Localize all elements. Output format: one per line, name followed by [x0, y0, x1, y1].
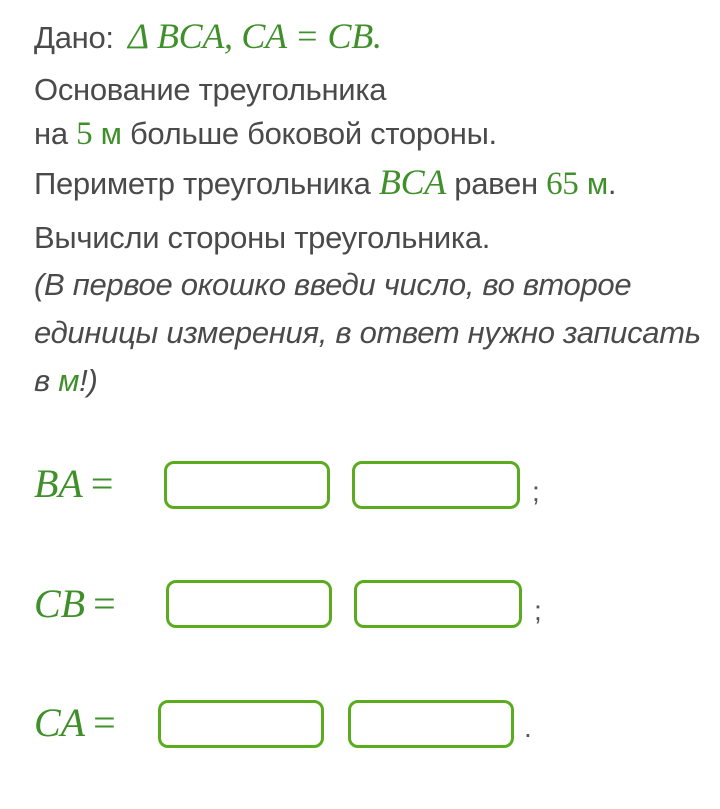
side-name-ba: BA — [34, 461, 83, 506]
cb-unit-input[interactable] — [354, 580, 522, 628]
hint-line-3 — [34, 361, 98, 401]
ba-unit-input[interactable] — [352, 461, 520, 509]
line4-end: . — [607, 166, 617, 201]
side-name-ca: CA — [34, 700, 86, 745]
equals-sign: = — [93, 700, 116, 745]
hint-unit: м — [58, 363, 80, 398]
statement-line-5: Вычисли стороны треугольника. — [34, 220, 491, 255]
perimeter-unit: м — [586, 166, 608, 201]
equals-sign: = — [93, 581, 116, 626]
line4-mid: равен — [454, 166, 538, 201]
statement-line-4 — [34, 162, 616, 204]
triangle-name: BCA — [378, 162, 446, 202]
answer-label-ba — [34, 458, 113, 510]
cb-separator: ; — [534, 595, 542, 626]
answer-label-cb — [34, 578, 116, 630]
perimeter-value: 65 — [546, 166, 579, 202]
ca-separator: . — [524, 712, 532, 743]
ca-unit-input[interactable] — [348, 700, 514, 748]
side-name-cb: CB — [34, 581, 86, 626]
hint-line-1: (В первое окошко введи число, во второе — [34, 267, 632, 302]
difference-value: 5 — [76, 116, 93, 152]
hint3-post: !) — [79, 363, 98, 398]
ca-value-input[interactable] — [158, 700, 324, 748]
difference-unit: м — [100, 116, 122, 151]
given-line — [34, 16, 382, 58]
answer-label-ca — [34, 697, 116, 749]
given-label: Дано: — [34, 20, 114, 55]
statement-line-3 — [34, 114, 497, 154]
ba-value-input[interactable] — [164, 461, 330, 509]
statement-line-2: Основание треугольника — [34, 72, 387, 107]
line3-pre: на — [34, 116, 68, 151]
cb-value-input[interactable] — [166, 580, 332, 628]
line3-post: больше боковой стороны. — [129, 116, 497, 151]
ba-separator: ; — [532, 476, 540, 507]
hint-line-2: единицы измерения, в ответ нужно записать — [34, 315, 701, 350]
line4-pre: Периметр треугольника — [34, 166, 371, 201]
equals-sign: = — [90, 461, 114, 506]
given-math: Δ BCA, CA = CB. — [128, 16, 382, 56]
hint3-pre: в — [34, 363, 50, 398]
